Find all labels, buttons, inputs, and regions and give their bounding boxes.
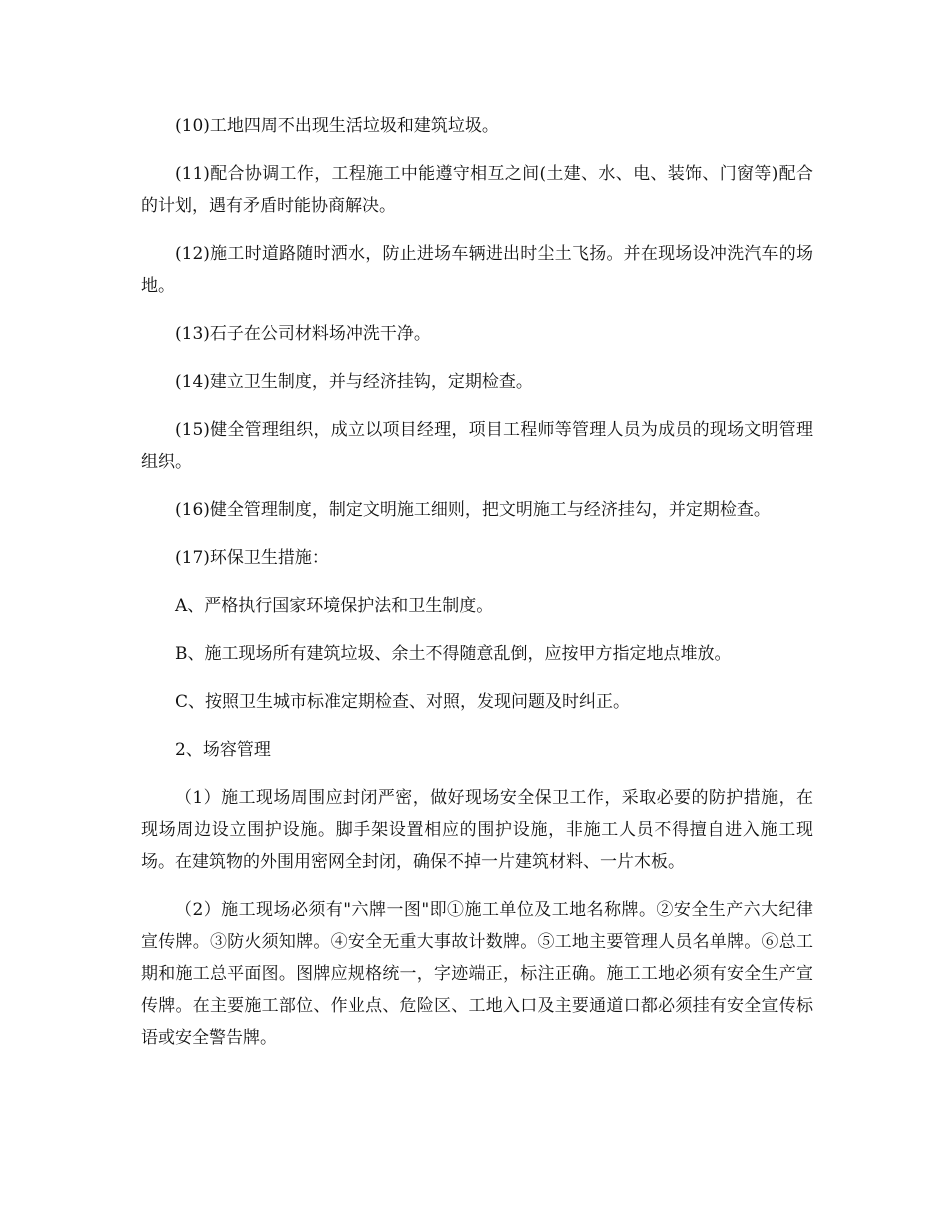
paragraph-item-11: (11)配合协调工作，工程施工中能遵守相互之间(土建、水、电、装饰、门窗等)配合的计划，遇有矛盾时能协商解决。 (141, 164, 813, 216)
paragraph-subitem-b: B、施工现场所有建筑垃圾、余土不得随意乱倒，应按甲方指定地点堆放。 (175, 644, 732, 664)
paragraph-item-13: (13)石子在公司材料场冲洗干净。 (175, 324, 431, 344)
paragraph-item-17: (17)环保卫生措施： (175, 548, 329, 568)
paragraph-site-enclosure: （1）施工现场周围应封闭严密，做好现场安全保卫工作，采取必要的防护措施，在现场周边设立围护设施。脚手架设置相应的围护设施，非施工人员不得擅自进入施工现场。在建筑物的外围用密网全封闭，确保不掉一片建筑材料、一片木板。 (141, 788, 813, 872)
document-body (141, 110, 813, 1070)
paragraph-item-15: (15)健全管理组织，成立以项目经理，项目工程师等管理人员为成员的现场文明管理组织。 (141, 420, 813, 472)
paragraph-subitem-a: A、严格执行国家环境保护法和卫生制度。 (175, 596, 494, 616)
paragraph-item-14: (14)建立卫生制度，并与经济挂钩，定期检查。 (175, 372, 533, 392)
section-heading: 2、场容管理 (175, 740, 271, 760)
paragraph-signage: （2）施工现场必须有"六牌一图"即①施工单位及工地名称牌。②安全生产六大纪律宣传牌。③防火须知牌。④安全无重大事故计数牌。⑤工地主要管理人员名单牌。⑥总工期和施工总平面图。图牌应规格统一，字迹端正，标注正确。施工工地必须有安全生产宣传牌。在主要施工部位、作业点、危险区、工地入口及主要通道口都必须挂有安全宣传标语或安全警告牌。 (141, 900, 813, 1048)
paragraph-item-10: (10)工地四周不出现生活垃圾和建筑垃圾。 (175, 116, 499, 136)
paragraph-item-16: (16)健全管理制度，制定文明施工细则，把文明施工与经济挂勾，并定期检查。 (175, 500, 771, 520)
paragraph-item-12: (12)施工时道路随时洒水，防止进场车辆进出时尘土飞扬。并在现场设冲洗汽车的场地。 (141, 244, 813, 296)
paragraph-subitem-c: C、按照卫生城市标准定期检查、对照，发现问题及时纠正。 (175, 692, 631, 712)
